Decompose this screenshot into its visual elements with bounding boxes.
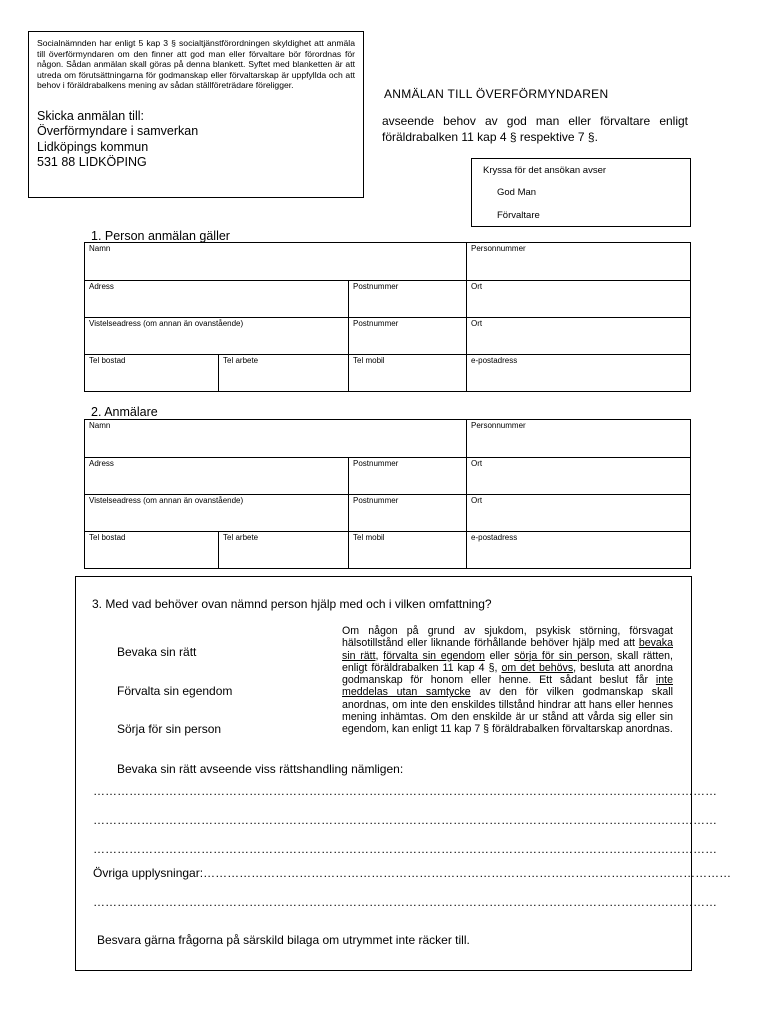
table-row (85, 531, 690, 568)
address-line: Lidköpings kommun (37, 139, 149, 154)
name-field[interactable]: Namn (89, 244, 111, 253)
tel-mobil-field[interactable]: Tel mobil (348, 355, 466, 391)
send-address (37, 109, 355, 171)
address-field[interactable]: Adress (89, 459, 114, 468)
intro-box (28, 31, 364, 198)
vistelseadress-field[interactable]: Vistelseadress (om annan än ovanstående) (89, 319, 244, 328)
name-field[interactable]: Namn (89, 421, 111, 430)
option-sorja-for-sin-person[interactable]: Sörja för sin person (117, 722, 222, 736)
table-row (85, 280, 690, 317)
email-field[interactable]: e-postadress (466, 355, 690, 391)
tel-arbete-field[interactable]: Tel arbete (218, 532, 348, 568)
tel-arbete-field[interactable]: Tel arbete (218, 355, 348, 391)
address-field[interactable]: Adress (89, 282, 114, 291)
personnummer-field[interactable]: Personnummer (466, 243, 690, 280)
ort-field[interactable]: Ort (466, 281, 690, 317)
section3-box (75, 576, 732, 971)
postnummer-field[interactable]: Postnummer (348, 281, 466, 317)
table-row (85, 420, 690, 457)
legal-act-line[interactable]: ………………………………………………………………………………………………………………………………………… (93, 813, 717, 827)
tel-mobil-field[interactable]: Tel mobil (348, 532, 466, 568)
other-info-label: Övriga upplysningar: (93, 866, 204, 880)
application-type-box (471, 158, 691, 227)
ort-field[interactable]: Ort (466, 495, 690, 531)
ort-field[interactable]: Ort (466, 458, 690, 494)
tel-bostad-field[interactable]: Tel bostad (89, 356, 126, 365)
section3-question: 3. Med vad behöver ovan nämnd person hjälp med och i vilken omfattning? (92, 597, 492, 611)
email-field[interactable]: e-postadress (466, 532, 690, 568)
postnummer-field[interactable]: Postnummer (348, 458, 466, 494)
section2-heading: 2. Anmälare (91, 405, 158, 419)
ort-field[interactable]: Ort (466, 318, 690, 354)
personnummer-field[interactable]: Personnummer (466, 420, 690, 457)
send-label: Skicka anmälan till: (37, 108, 144, 123)
postnummer-field[interactable]: Postnummer (348, 495, 466, 531)
vistelseadress-field[interactable]: Vistelseadress (om annan än ovanstående) (89, 496, 244, 505)
option-bevaka-sin-ratt[interactable]: Bevaka sin rätt (117, 645, 197, 659)
table-row (85, 457, 690, 494)
other-info-line[interactable]: Övriga upplysningar:…………………………………………………………………………………………………………………… (93, 866, 732, 880)
form-title: ANMÄLAN TILL ÖVERFÖRMYNDAREN (384, 87, 609, 101)
option-god-man[interactable]: God Man (497, 187, 537, 198)
table-row (85, 243, 690, 280)
section1-heading: 1. Person anmälan gäller (91, 229, 230, 243)
legal-explanation: Om någon på grund av sjukdom, psykisk störning, försvagat hälsotillstånd eller liknande förhållande behöver hjälp med att bevaka sin rätt, förvalta sin egendom eller sörja för sin person, skall rätten, enligt föräldrabalken 11 kap 4 §, om det behövs, besluta att anordna godmanskap för honom eller henne. Ett sådant beslut får inte meddelas utan samtycke av den för vilken godmanskap skall anordnas, om inte den enskildes tillstånd hindrar att hans eller hennes mening inhämtas. Om den enskilde är ur stånd att vårda sig eller sin egendom, kan enligt 11 kap 7 § föräldrabalken förvaltarskap anordnas. (342, 625, 673, 736)
option-forvaltare[interactable]: Förvaltare (497, 210, 540, 221)
legal-act-label: Bevaka sin rätt avseende viss rättshandling nämligen: (117, 762, 404, 776)
address-line: Överförmyndare i samverkan (37, 124, 199, 139)
table-row (85, 354, 690, 391)
footer-note: Besvara gärna frågorna på särskild bilaga om utrymmet inte räcker till. (97, 933, 470, 947)
postnummer-field[interactable]: Postnummer (348, 318, 466, 354)
address-line: 531 88 LIDKÖPING (37, 155, 147, 170)
table-row (85, 317, 690, 354)
tel-bostad-field[interactable]: Tel bostad (89, 533, 126, 542)
section2-table (84, 419, 691, 569)
legal-act-line[interactable]: ………………………………………………………………………………………………………………………………………… (93, 784, 717, 798)
table-row (85, 494, 690, 531)
section1-table (84, 242, 691, 392)
intro-text: Socialnämnden har enligt 5 kap 3 § socialtjänstförordningen skyldighet att anmäla till överförmyndaren om den finner att god man eller förvaltare bör förordnas för någon. Sådan anmälan skall göras på denna blankett. Syftet med blanketten är att utreda om förutsättningarna för godmanskap eller förvaltarskap är uppfyllda och att behov i föräldrabalkens mening av sådan ställföreträdare föreligger. (37, 38, 355, 91)
other-info-line[interactable]: ………………………………………………………………………………………………………………………………………… (93, 895, 717, 909)
option-forvalta-sin-egendom[interactable]: Förvalta sin egendom (117, 684, 233, 698)
application-type-heading: Kryssa för det ansökan avser (483, 165, 607, 176)
form-subtitle: avseende behov av god man eller förvaltare enligt föräldrabalken 11 kap 4 § respektive 7 §. (382, 114, 688, 144)
legal-act-line[interactable]: ………………………………………………………………………………………………………………………………………… (93, 842, 717, 856)
